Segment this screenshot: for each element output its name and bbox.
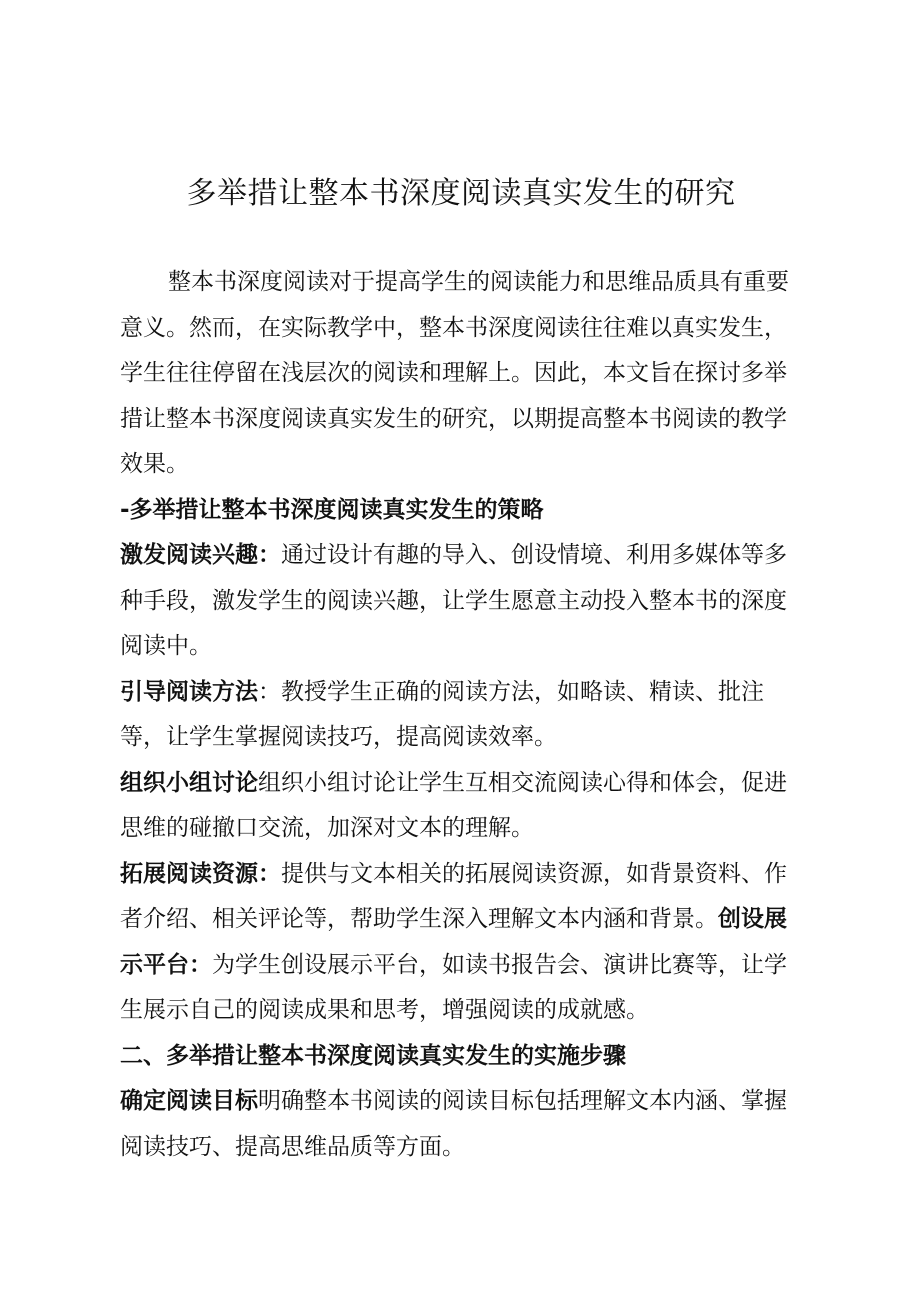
strategy-text: 通过设计有趣的导入、创设情境、利用多媒体等多种手段，激发学生的阅读兴趣，让学生愿意主动投入整本书的深度阅读中。 bbox=[120, 542, 787, 659]
strategy-text: 提供与文本相关的拓展阅读资源，如背景资料、作者介绍、相关评论等，帮助学生深入理解文本内涵和背景。 bbox=[120, 860, 787, 932]
document-body bbox=[120, 260, 802, 1170]
strategy-lead: 激发阅读兴趣： bbox=[120, 542, 281, 568]
document-title: 多举措让整本书深度阅读真实发生的研究 bbox=[186, 176, 736, 211]
strategy-text: 组织小组讨论让学生互相交流阅读心得和体会，促进思维的碰撤口交流，加深对文本的理解。 bbox=[120, 769, 787, 841]
strategy-paragraph bbox=[120, 761, 802, 852]
strategy-paragraph bbox=[120, 852, 802, 1034]
step-paragraph bbox=[120, 1079, 802, 1170]
strategy-lead: 引导阅读方法 bbox=[120, 678, 258, 705]
strategy-text: ：教授学生正确的阅读方法，如略读、精读、批注等，让学生掌握阅读技巧，提高阅读效率。 bbox=[120, 678, 764, 750]
strategy-text: 为学生创设展示平台，如读书报告会、演讲比赛等，让学生展示自己的阅读成果和思考，增强阅读的成就感。 bbox=[120, 951, 787, 1023]
strategy-paragraph bbox=[120, 533, 802, 670]
step-text: 明确整本书阅读的阅读目标包括理解文本内涵、掌握阅读技巧、提高思维品质等方面。 bbox=[120, 1088, 787, 1160]
strategy-lead: 创设展示平台： bbox=[120, 906, 787, 978]
step-lead: 确定阅读目标 bbox=[120, 1088, 258, 1114]
strategy-lead: 拓展阅读资源： bbox=[120, 860, 281, 887]
section-heading-steps: 二、多举措让整本书深度阅读真实发生的实施步骤 bbox=[120, 1042, 626, 1069]
strategy-lead: 组织小组讨论 bbox=[120, 769, 258, 796]
section-heading-strategies: -多举措让整本书深度阅读真实发生的策略 bbox=[120, 496, 544, 523]
strategy-paragraph bbox=[120, 670, 802, 761]
intro-paragraph: 整本书深度阅读对于提高学生的阅读能力和思维品质具有重要意义。然而，在实际教学中，整本书深度阅读往往难以真实发生，学生往往停留在浅层次的阅读和理解上。因此，本文旨在探讨多举措让整本书深度阅读真实发生的研究，以期提高整本书阅读的教学效果。 bbox=[120, 269, 789, 477]
